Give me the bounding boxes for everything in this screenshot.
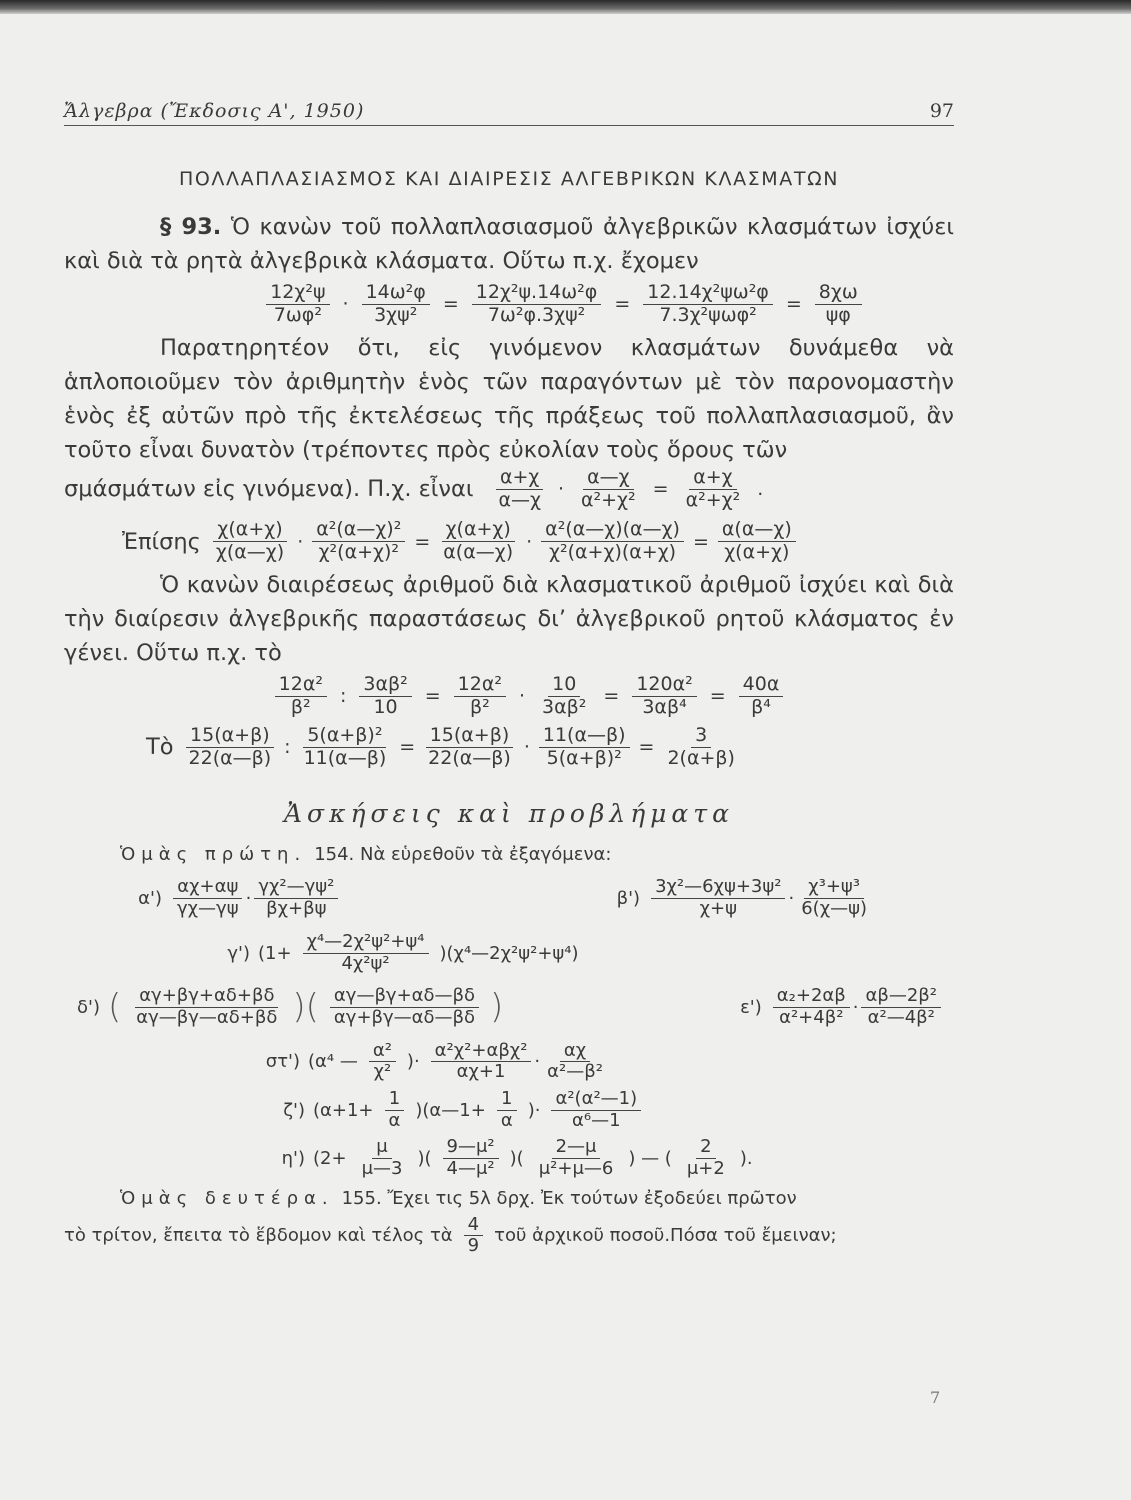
fraction-numerator: α²(α²—1) xyxy=(551,1089,641,1111)
exercise-st-fraction-2 xyxy=(428,1041,610,1083)
fraction xyxy=(494,467,545,512)
fraction-numerator: 3αβ² xyxy=(359,674,411,697)
group-2-fraction xyxy=(464,1215,483,1257)
fraction-denominator: 22(α—β) xyxy=(188,746,272,769)
fraction xyxy=(577,467,640,512)
fraction-numerator: 8χω xyxy=(815,282,862,305)
paren-open: ( xyxy=(108,987,122,1028)
fraction-numerator: 3 xyxy=(691,725,711,748)
group-2-name: Ὁμὰς δευτέρα. xyxy=(120,1187,334,1209)
operator: = xyxy=(614,293,631,316)
fraction-denominator: 7ωφ² xyxy=(273,303,322,326)
fraction-numerator: 12α² xyxy=(275,674,327,697)
operator: · xyxy=(557,478,564,501)
exercise-z-label: ζ') xyxy=(283,1099,305,1121)
exercise-e-label: ε') xyxy=(740,996,762,1018)
equation-3 xyxy=(64,519,954,564)
exercise-row-ab xyxy=(64,871,954,925)
exercise-a-label: α') xyxy=(138,888,162,910)
exercise-b-label: β') xyxy=(616,888,641,910)
exercise-h-fraction-1 xyxy=(358,1137,407,1179)
fraction-denominator: 22(α—β) xyxy=(428,746,511,769)
fraction-denominator: α(α—χ) xyxy=(443,541,514,564)
page-number: 97 xyxy=(929,100,954,122)
fraction-denominator: ψφ xyxy=(825,303,851,326)
fraction-denominator: χ²(α+χ)(α+χ) xyxy=(549,541,677,564)
fraction-denominator: α⁶—1 xyxy=(572,1109,621,1131)
fraction-denominator: χ² xyxy=(373,1061,392,1083)
operator: = xyxy=(652,478,669,501)
fraction xyxy=(303,932,429,974)
fraction-numerator: α(α—χ) xyxy=(718,519,796,542)
group-2-heading xyxy=(64,1188,954,1209)
paren-pair: )( xyxy=(292,987,319,1028)
equation-5-body xyxy=(182,725,742,770)
fraction-denominator: χ²(α+χ)² xyxy=(318,541,400,564)
fraction-numerator: α²χ²+αβχ² xyxy=(431,1041,532,1063)
chapter-title: ΠΟΛΛΑΠΛΑΣΙΑΣΜΟΣ ΚΑΙ ΔΙΑΙΡΕΣΙΣ ΑΛΓΕΒΡΙΚΩΝ ΚΛΑΣΜΑΤΩΝ xyxy=(178,168,840,190)
fraction-denominator: β² xyxy=(469,695,490,718)
fraction-denominator: βχ+βψ xyxy=(266,898,327,920)
fraction xyxy=(632,674,696,719)
operator: · xyxy=(342,293,349,316)
exercise-z-fraction-1 xyxy=(385,1089,405,1131)
exercise-st-post: )· xyxy=(406,1051,420,1073)
exercise-c-label: γ') xyxy=(227,942,250,964)
operator: · xyxy=(518,685,526,708)
paragraph-division: Ὁ κανὼν διαιρέσεως ἀριθμοῦ διὰ κλασματικοῦ ἀριθμοῦ ἰσχύει καὶ διὰ τὴν διαίρεσιν ἀλγεβρικῆς παραστάσεως δι’ ἀλγεβρικοῦ ρητοῦ κλάσματος ἐν γένει. Οὕτω π.χ. τὸ xyxy=(64,572,954,667)
exercise-a xyxy=(64,877,341,919)
fraction-denominator: 5(α+β)² xyxy=(546,746,622,769)
fraction-denominator: 6(χ—ψ) xyxy=(801,898,867,920)
fraction-numerator: 4 xyxy=(464,1215,483,1237)
fraction-numerator: 1 xyxy=(497,1089,516,1111)
group-2-line-2-a: τὸ τρίτον, ἔπειτα τὸ ἕβδομον καὶ τέλος τὰ xyxy=(64,1225,453,1247)
group-1-name: Ὁμὰς πρώτη. xyxy=(120,844,307,866)
fraction-denominator: 9 xyxy=(467,1235,480,1257)
group-1-text: 154. Νὰ εὑρεθοῦν τὰ ἐξαγόμενα: xyxy=(314,844,612,866)
fraction-numerator: α₂+2αβ xyxy=(773,986,850,1008)
fraction xyxy=(682,467,745,512)
fraction xyxy=(539,725,630,770)
operator: = xyxy=(692,530,709,553)
exercise-st-pre: (α⁴ — xyxy=(308,1051,358,1073)
fraction-denominator: β² xyxy=(290,695,311,718)
fraction xyxy=(454,674,506,719)
fraction-numerator: α²(α—χ)(α—χ) xyxy=(541,519,684,542)
exercise-row-de xyxy=(64,980,954,1034)
running-header xyxy=(64,100,954,126)
fraction-denominator: 7.3χ²ψωφ² xyxy=(659,303,757,326)
exercise-st-label: στ') xyxy=(265,1051,300,1073)
exercise-c-post: )(χ⁴—2χ²ψ²+ψ⁴) xyxy=(439,942,579,964)
exercise-e xyxy=(726,986,944,1028)
equation-5-label: Τὸ xyxy=(146,734,174,761)
scan-top-edge xyxy=(0,0,1131,14)
page xyxy=(64,100,954,1263)
operator: : xyxy=(284,736,291,759)
minus-sign: ) — ( xyxy=(628,1148,672,1169)
equation-5 xyxy=(64,725,954,770)
paren-close: ). xyxy=(739,1148,753,1169)
fraction-numerator: χ³+ψ³ xyxy=(804,877,864,899)
exercise-c-fraction xyxy=(300,932,432,974)
exercise-b xyxy=(604,877,874,919)
remark-end-text: σμάσμάτων εἰς γινόμενα). Π.χ. εἶναι xyxy=(64,476,474,503)
fraction-denominator: β⁴ xyxy=(751,695,771,718)
paragraph-remark: Παρατηρητέον ὅτι, εἰς γινόμενον κλασμάτων δυνάμεθα νὰ ἁπλοποιοῦμεν τὸν ἀριθμητὴν ἑνὸς τῶν παραγόντων μὲ τὸν παρονομαστὴν ἑνὸς ἐξ αὐτῶν πρὸ τῆς ἐκτελέσεως τῆς πράξεως τοῦ πολλαπλασιασμοῦ, ἂν τοῦτο εἶναι δυνατὸν (τρέποντες πρὸς εὐκολίαν τοὺς ὅρους τῶν xyxy=(64,334,954,463)
paren-pair: )( xyxy=(417,1148,432,1169)
exercise-z-fraction-3 xyxy=(551,1089,641,1131)
exercise-z xyxy=(64,1089,954,1131)
exercise-z-pre: (α+1+ xyxy=(313,1099,374,1121)
fraction-numerator: 10 xyxy=(548,674,580,697)
fraction xyxy=(543,1041,607,1083)
fraction-denominator: α²+χ² xyxy=(685,488,741,511)
paren-pair: )( xyxy=(509,1148,524,1169)
fraction-numerator: α+χ xyxy=(496,467,543,490)
exercise-h-fraction-4 xyxy=(683,1137,729,1179)
header-title: Ἄλγεβρα (Ἔκδοσις Α', 1950) xyxy=(64,100,365,122)
fraction-numerator: γχ²—γψ² xyxy=(254,877,338,899)
operator: · xyxy=(852,996,859,1018)
fraction xyxy=(254,877,338,919)
fraction xyxy=(541,519,684,564)
fraction xyxy=(359,674,411,719)
fraction xyxy=(797,877,871,919)
fraction-denominator: χ(α—χ) xyxy=(215,541,285,564)
operator: = xyxy=(785,293,802,316)
fraction xyxy=(185,725,276,770)
fraction-denominator: μ—3 xyxy=(361,1158,403,1179)
fraction-numerator: 12χ²ψ.14ω²φ xyxy=(472,282,602,305)
fraction xyxy=(300,725,391,770)
exercise-h-pre: (2+ xyxy=(313,1148,347,1169)
fraction-denominator: χ(α+χ) xyxy=(724,541,790,564)
operator: = xyxy=(638,736,655,759)
fraction xyxy=(739,674,784,719)
fraction-denominator: α²—4β² xyxy=(867,1006,935,1028)
fraction-numerator: αγ+βγ+αδ+βδ xyxy=(135,986,278,1008)
fraction-numerator: 2 xyxy=(696,1137,715,1159)
exercise-z-fraction-2 xyxy=(497,1089,517,1131)
operator: = xyxy=(414,530,431,553)
fraction-numerator: 11(α—β) xyxy=(539,725,630,748)
fraction-numerator: 15(α+β) xyxy=(426,725,514,748)
paragraph-93 xyxy=(64,210,954,278)
fraction-denominator: 7ω²φ.3χψ² xyxy=(487,303,586,326)
operator: · xyxy=(297,530,304,553)
exercise-d-fraction-1 xyxy=(129,986,284,1028)
fraction xyxy=(275,674,327,719)
exercise-c-pre: (1+ xyxy=(258,942,292,964)
fraction xyxy=(718,519,796,564)
operator: · xyxy=(526,530,533,553)
exercise-e-expression xyxy=(770,986,944,1028)
exercise-z-post: )· xyxy=(527,1099,541,1121)
fraction-denominator: 11(α—β) xyxy=(303,746,387,769)
fraction xyxy=(472,282,602,327)
fraction xyxy=(173,877,243,919)
operator: . xyxy=(757,478,764,501)
fraction-denominator: α—χ xyxy=(498,488,541,511)
exercise-c xyxy=(64,932,954,974)
equation-3-body xyxy=(209,519,799,564)
fraction-numerator: αβ—2β² xyxy=(861,986,941,1008)
fraction-numerator: 14ω²φ xyxy=(362,282,430,305)
exercise-b-expression xyxy=(648,877,874,919)
fraction-denominator: αγ+βγ—αδ—βδ xyxy=(333,1006,476,1028)
fraction-denominator: αγ—βγ—αδ+βδ xyxy=(136,1006,278,1028)
fraction xyxy=(362,282,430,327)
fraction-numerator: 40α xyxy=(739,674,784,697)
paragraph-remark-end xyxy=(64,467,954,512)
exercise-h-fraction-3 xyxy=(535,1137,618,1179)
fraction-denominator: 4—μ² xyxy=(446,1158,495,1179)
fraction xyxy=(266,282,329,327)
fraction-numerator: χ(α+χ) xyxy=(213,519,286,542)
fraction-denominator: α²+χ² xyxy=(581,488,636,511)
exercise-h xyxy=(64,1137,954,1179)
fraction-denominator: α xyxy=(500,1109,513,1131)
footer-mark: 7 xyxy=(930,1388,941,1407)
fraction-denominator: 3αβ² xyxy=(542,695,587,718)
group-1-heading xyxy=(64,844,954,865)
fraction xyxy=(312,519,405,564)
equation-1 xyxy=(64,282,954,327)
fraction-denominator: χ+ψ xyxy=(699,898,737,920)
group-2-line-2 xyxy=(64,1215,954,1257)
fraction xyxy=(369,1041,396,1083)
paren-close: ) xyxy=(490,987,504,1028)
exercise-d-fraction-2 xyxy=(327,986,482,1028)
fraction-numerator: 15(α+β) xyxy=(186,725,274,748)
fraction-numerator: α²(α—χ)² xyxy=(312,519,405,542)
fraction-denominator: γχ—γψ xyxy=(177,898,239,920)
operator: = xyxy=(399,736,416,759)
exercise-d-label: δ') xyxy=(77,996,100,1018)
fraction xyxy=(439,519,517,564)
group-2-text: 155. Ἔχει τις 5λ δρχ. Ἐκ τούτων ἐξοδεύει πρῶτον xyxy=(341,1187,797,1209)
fraction-denominator: 4χ²ψ² xyxy=(341,952,390,974)
fraction-denominator: α²—β² xyxy=(547,1061,603,1083)
section-number: § 93. xyxy=(160,214,222,240)
fraction-numerator: 3χ²—6χψ+3ψ² xyxy=(651,877,785,899)
exercise-a-expression xyxy=(170,877,341,919)
paragraph-93-text: Ὁ κανὼν τοῦ πολλαπλασιασμοῦ ἀλγεβρικῶν κλασμάτων ἰσχύει καὶ διὰ τὰ ρητὰ ἀλγεβρικὰ κλάσματα. Οὕτω π.χ. ἔχομεν xyxy=(64,214,955,274)
equation-4 xyxy=(64,674,954,719)
fraction-denominator: μ+2 xyxy=(686,1158,725,1179)
exercise-d xyxy=(64,986,503,1028)
fraction xyxy=(773,986,850,1028)
fraction xyxy=(815,282,862,327)
fraction-denominator: α²+4β² xyxy=(779,1006,844,1028)
exercise-h-label: η') xyxy=(281,1148,305,1169)
fraction-numerator: 2—μ xyxy=(552,1137,601,1159)
fraction-denominator: αχ+1 xyxy=(456,1061,506,1083)
fraction-denominator: 2(α+β) xyxy=(667,746,735,769)
fraction xyxy=(643,282,773,327)
operator: = xyxy=(424,685,441,708)
equation-3-label: Ἐπίσης xyxy=(122,528,201,555)
fraction-numerator: αγ—βγ+αδ—βδ xyxy=(330,986,479,1008)
fraction-denominator: 10 xyxy=(373,695,398,718)
operator: · xyxy=(534,1051,541,1073)
fraction-numerator: α—χ xyxy=(583,467,634,490)
fraction-numerator: μ xyxy=(372,1137,391,1159)
fraction-numerator: χ(α+χ) xyxy=(442,519,515,542)
fraction-numerator: χ⁴—2χ²ψ²+ψ⁴ xyxy=(303,932,429,954)
fraction xyxy=(424,725,515,770)
exercise-st xyxy=(64,1041,954,1083)
exercise-h-fraction-2 xyxy=(443,1137,499,1179)
fraction-numerator: 9—μ² xyxy=(443,1137,499,1159)
fraction-numerator: 5(α+β)² xyxy=(303,725,386,748)
operator: = xyxy=(603,685,620,708)
fraction xyxy=(212,519,288,564)
operator: = xyxy=(709,685,726,708)
fraction-denominator: μ²+μ—6 xyxy=(538,1158,614,1179)
fraction-numerator: α+χ xyxy=(689,467,736,490)
exercise-z-mid: )(α—1+ xyxy=(415,1099,486,1121)
equation-2 xyxy=(491,467,763,512)
fraction-numerator: αχ xyxy=(560,1041,590,1063)
fraction-numerator: α² xyxy=(369,1041,396,1063)
fraction-numerator: 120α² xyxy=(632,674,696,697)
operator: = xyxy=(442,293,459,316)
exercises-title: Ἀσκήσεις καὶ προβλήματα xyxy=(283,799,735,829)
fraction-denominator: 3χψ² xyxy=(374,303,418,326)
fraction-numerator: 12.14χ²ψω²φ xyxy=(643,282,773,305)
fraction xyxy=(861,986,941,1028)
group-2-line-2-b: τοῦ ἀρχικοῦ ποσοῦ.Πόσα τοῦ ἔμειναν; xyxy=(494,1225,837,1247)
operator: · xyxy=(245,888,252,910)
fraction-denominator: 3αβ⁴ xyxy=(642,695,687,718)
fraction xyxy=(663,725,738,770)
fraction-numerator: 12χ²ψ xyxy=(266,282,329,305)
fraction xyxy=(431,1041,532,1083)
fraction xyxy=(538,674,590,719)
operator: · xyxy=(523,736,530,759)
fraction-numerator: αχ+αψ xyxy=(173,877,242,899)
fraction-denominator: α xyxy=(388,1109,401,1131)
operator: : xyxy=(339,685,347,708)
fraction-numerator: 12α² xyxy=(454,674,506,697)
exercise-st-fraction-1 xyxy=(366,1041,399,1083)
operator: · xyxy=(788,888,795,910)
fraction-numerator: 1 xyxy=(385,1089,404,1111)
fraction xyxy=(651,877,785,919)
